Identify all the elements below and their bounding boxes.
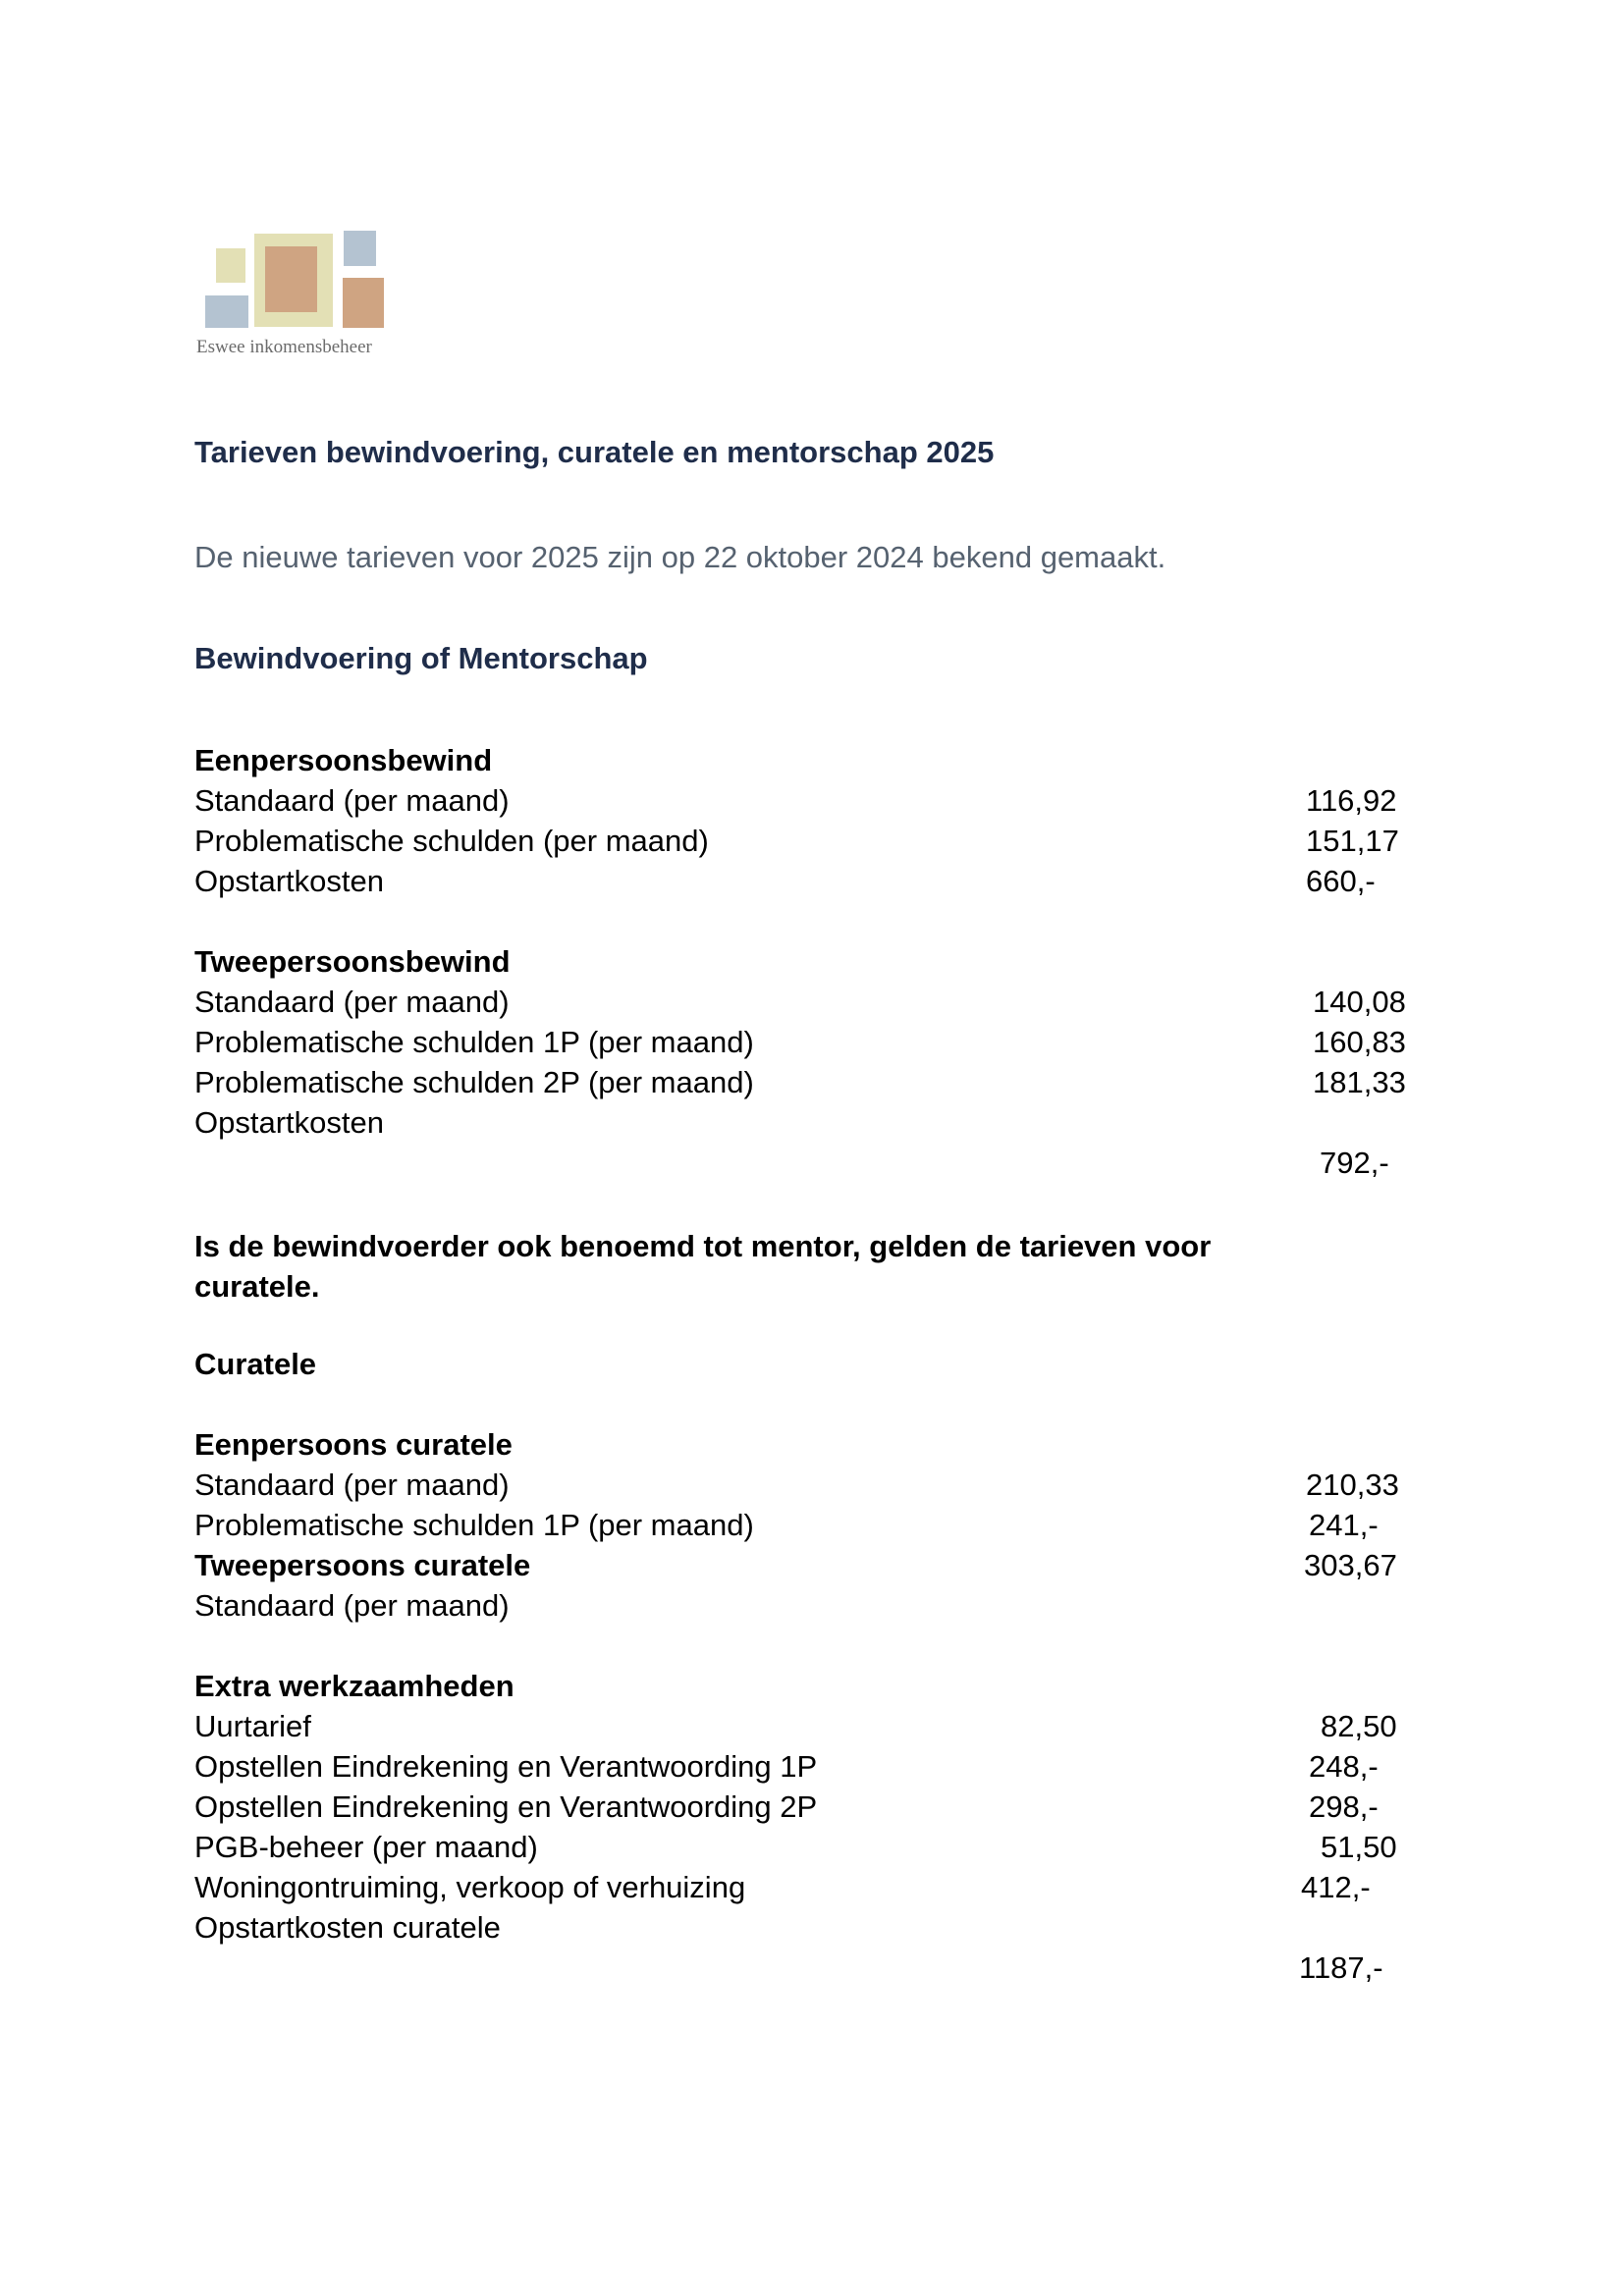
rate-value: 248,- [1309, 1749, 1379, 1784]
rate-label: Opstartkosten curatele [194, 1910, 501, 1945]
rate-value: 116,92 [1306, 783, 1397, 818]
logo-brown-square-right [343, 278, 384, 328]
rate-value: 51,50 [1321, 1830, 1397, 1864]
rate-value: 792,- [1320, 1146, 1389, 1180]
rate-label: Standaard (per maand) [194, 1468, 510, 1502]
rate-value: 151,17 [1306, 824, 1399, 858]
company-logo [196, 229, 399, 357]
rate-label: Standaard (per maand) [194, 985, 510, 1019]
logo-blue-square-left [205, 295, 248, 328]
rate-label: Standaard (per maand) [194, 1588, 510, 1623]
rate-label: Problematische schulden (per maand) [194, 824, 709, 858]
rate-value: 298,- [1309, 1789, 1379, 1824]
rate-value: 241,- [1309, 1508, 1379, 1542]
rate-value: 140,08 [1313, 985, 1406, 1019]
rate-label: Opstartkosten [194, 1105, 384, 1140]
rate-label: Opstartkosten [194, 864, 384, 898]
rate-value: 181,33 [1313, 1065, 1406, 1099]
logo-beige-square-small [216, 248, 245, 283]
group-heading-eenpersoonsbewind: Eenpersoonsbewind [194, 743, 493, 777]
logo-text: Eswee inkomensbeheer [196, 337, 372, 357]
section-heading-curatele: Curatele [194, 1347, 317, 1381]
group-heading-tweepersoons-curatele: Tweepersoons curatele [194, 1548, 531, 1582]
rate-label: Problematische schulden 1P (per maand) [194, 1025, 754, 1059]
rate-value: 82,50 [1321, 1709, 1397, 1743]
rate-value: 412,- [1301, 1870, 1371, 1904]
group-heading-eenpersoons-curatele: Eenpersoons curatele [194, 1427, 513, 1462]
logo-blue-square-top [344, 231, 376, 266]
rate-value: 1187,- [1299, 1950, 1383, 1985]
rate-value: 660,- [1306, 864, 1376, 898]
rate-label: Woningontruiming, verkoop of verhuizing [194, 1870, 746, 1904]
mentor-note: Is de bewindvoerder ook benoemd tot mentor, gelden de tarieven voor curatele. [194, 1229, 1212, 1304]
section-heading-bewind: Bewindvoering of Mentorschap [194, 641, 648, 675]
rate-value: 303,67 [1304, 1548, 1397, 1582]
rate-label: Problematische schulden 2P (per maand) [194, 1065, 754, 1099]
rate-label: Opstellen Eindrekening en Verantwoording 1P [194, 1749, 818, 1784]
rate-label: PGB-beheer (per maand) [194, 1830, 538, 1864]
rate-label: Standaard (per maand) [194, 783, 510, 818]
group-heading-extra-werkzaamheden: Extra werkzaamheden [194, 1669, 514, 1703]
rate-value: 210,33 [1306, 1468, 1399, 1502]
page-title: Tarieven bewindvoering, curatele en mentorschap 2025 [194, 435, 995, 469]
rate-label: Opstellen Eindrekening en Verantwoording 2P [194, 1789, 818, 1824]
logo-brown-square-large [265, 246, 317, 312]
intro-text: De nieuwe tarieven voor 2025 zijn op 22 oktober 2024 bekend gemaakt. [194, 540, 1166, 574]
rate-value: 160,83 [1313, 1025, 1406, 1059]
group-heading-tweepersoonsbewind: Tweepersoonsbewind [194, 944, 511, 979]
rate-label: Problematische schulden 1P (per maand) [194, 1508, 754, 1542]
rate-label: Uurtarief [194, 1709, 311, 1743]
